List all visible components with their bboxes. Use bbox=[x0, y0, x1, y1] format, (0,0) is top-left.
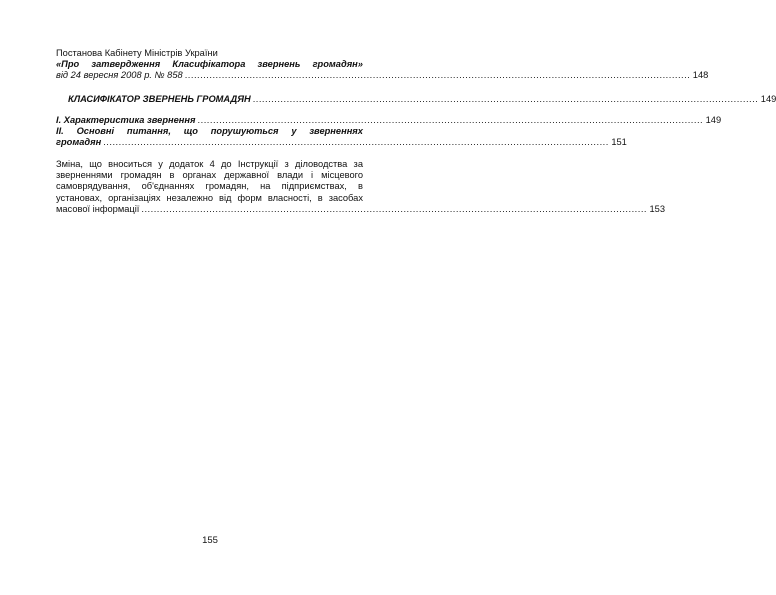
toc-entry-resolution[interactable] bbox=[56, 48, 709, 82]
dot-leader: .................................................................................................................................................................... bbox=[141, 203, 647, 214]
amendment-line: Зміна, що вноситься у додаток 4 до Інструкції з діловодства за bbox=[56, 159, 363, 169]
resolution-word: затвердження bbox=[91, 59, 161, 70]
page-number: 155 bbox=[202, 535, 218, 546]
resolution-word: Класифікатора bbox=[172, 59, 246, 70]
resolution-word: звернень bbox=[257, 59, 301, 70]
toc-entry-classifier[interactable] bbox=[68, 94, 776, 105]
resolution-line-1: Постанова Кабінету Міністрів України bbox=[56, 48, 218, 58]
section-1-line bbox=[56, 115, 722, 126]
section-2-line-2 bbox=[56, 137, 627, 148]
section-2-word: Основні bbox=[76, 126, 115, 136]
page-ref: 151 bbox=[611, 137, 627, 148]
amendment-line: зверненнями громадян в органах державної влади і місцевого bbox=[56, 170, 363, 181]
section-2-line-1 bbox=[56, 126, 363, 137]
resolution-date: від 24 вересня 2008 р. № 858 bbox=[56, 70, 183, 81]
section-2-word: питання, bbox=[126, 126, 171, 136]
page-ref: 149 bbox=[705, 115, 722, 125]
resolution-line-3 bbox=[56, 70, 709, 81]
dot-leader: .................................................................................................................................................................... bbox=[252, 94, 759, 104]
dot-leader: .................................................................................................................................................................... bbox=[103, 137, 609, 148]
toc-entry-amendment[interactable] bbox=[56, 159, 665, 215]
dot-leader: .................................................................................................................................................................... bbox=[184, 70, 691, 81]
amendment-line: установах, організаціях незалежно від форм власності, в засобах bbox=[56, 192, 363, 203]
section-1-title: І. Характеристика звернення bbox=[56, 115, 196, 125]
section-2-word: зверненнях bbox=[309, 126, 363, 136]
section-2-word: порушуються bbox=[210, 126, 279, 136]
page-ref: 149 bbox=[760, 94, 776, 104]
amendment-line: самоврядування, об'єднаннях громадян, на підприємствах, в bbox=[56, 181, 363, 192]
section-2-word: у bbox=[291, 126, 297, 136]
section-2-word: що bbox=[183, 126, 198, 136]
amendment-line-end: масової інформації bbox=[56, 203, 140, 214]
toc-entry-section-2[interactable] bbox=[56, 126, 627, 148]
page-ref: 153 bbox=[649, 203, 665, 214]
page-ref: 148 bbox=[692, 70, 709, 81]
classifier-title: КЛАСИФІКАТОР ЗВЕРНЕНЬ ГРОМАДЯН bbox=[68, 94, 251, 104]
classifier-line bbox=[68, 94, 776, 105]
amendment-last-line bbox=[56, 203, 665, 215]
resolution-word: громадян» bbox=[312, 59, 363, 70]
dot-leader: .................................................................................................................................................................... bbox=[197, 115, 704, 125]
resolution-word: «Про bbox=[56, 59, 80, 70]
toc-entry-section-1[interactable] bbox=[56, 115, 722, 126]
section-2-word: ІІ. bbox=[56, 126, 64, 136]
resolution-line-2 bbox=[56, 59, 363, 70]
section-2-title-end: громадян bbox=[56, 137, 102, 148]
